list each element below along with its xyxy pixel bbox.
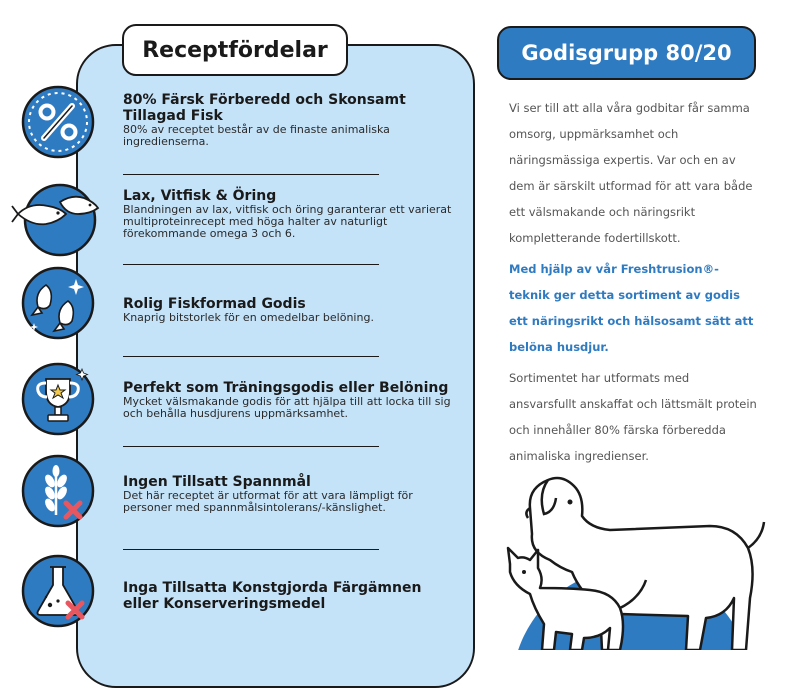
intro-paragraph: Vi ser till att alla våra godbitar får samma omsorg, uppmärksamhet och näringsmässiga expertis. Var och en av dem är särskilt utformad för att vara både ett välsmakande och näringsrikt kompletterande fodertillskott. bbox=[509, 101, 753, 245]
technology-paragraph: Med hjälp av vår Freshtrusion®-teknik ger detta sortiment av godis ett näringsrikt och hälsosamt sätt att belöna husdjur. bbox=[509, 262, 754, 354]
dog-and-cat-illustration bbox=[500, 468, 770, 650]
benefit-4 bbox=[123, 380, 453, 420]
fish-treats-icon bbox=[20, 265, 96, 341]
treat-group-title: Godisgrupp 80/20 bbox=[497, 26, 756, 80]
benefit-2 bbox=[123, 188, 453, 240]
benefit-4-title: Perfekt som Träningsgodis eller Belöning bbox=[123, 380, 449, 396]
benefit-6-title: Inga Tillsatta Konstgjorda Färgämnen eller Konserveringsmedel bbox=[123, 580, 422, 612]
benefit-5-title: Ingen Tillsatt Spannmål bbox=[123, 474, 311, 490]
benefits-title: Receptfördelar bbox=[122, 24, 348, 76]
benefit-1 bbox=[123, 92, 453, 148]
divider bbox=[123, 549, 379, 550]
benefit-5 bbox=[123, 474, 453, 514]
benefit-2-title: Lax, Vitfisk & Öring bbox=[123, 188, 277, 204]
fish-icon bbox=[20, 182, 96, 258]
no-preservatives-icon bbox=[20, 553, 96, 629]
benefit-3-text: Knaprig bitstorlek för en omedelbar belöning. bbox=[123, 311, 374, 324]
benefit-1-text: 80% av receptet består av de finaste animaliska ingredienserna. bbox=[123, 123, 390, 148]
percent-icon bbox=[20, 84, 96, 160]
divider bbox=[123, 174, 379, 175]
divider bbox=[123, 446, 379, 447]
no-grain-icon bbox=[20, 453, 96, 529]
benefit-1-title: 80% Färsk Förberedd och Skonsamt Tillagad Fisk bbox=[123, 92, 406, 124]
benefit-2-text: Blandningen av lax, vitfisk och öring garanterar ett varierat multiproteinrecept med höga halter av naturligt förekommande omega 3 och 6. bbox=[123, 203, 452, 240]
benefit-3 bbox=[123, 296, 453, 324]
benefit-6 bbox=[123, 580, 453, 612]
range-paragraph: Sortimentet har utformats med ansvarsfullt anskaffat och lättsmält protein och innehåller 80% färska förberedda animaliska ingredienser. bbox=[509, 371, 757, 463]
benefit-4-text: Mycket välsmakande godis för att hjälpa till att locka till sig och behålla husdjurens uppmärksamhet. bbox=[123, 395, 451, 420]
benefit-3-title: Rolig Fiskformad Godis bbox=[123, 296, 306, 312]
divider bbox=[123, 264, 379, 265]
benefit-5-text: Det här receptet är utformat för att vara lämpligt för personer med spannmålsintolerans/-känslighet. bbox=[123, 489, 413, 514]
divider bbox=[123, 356, 379, 357]
trophy-icon bbox=[20, 361, 96, 437]
